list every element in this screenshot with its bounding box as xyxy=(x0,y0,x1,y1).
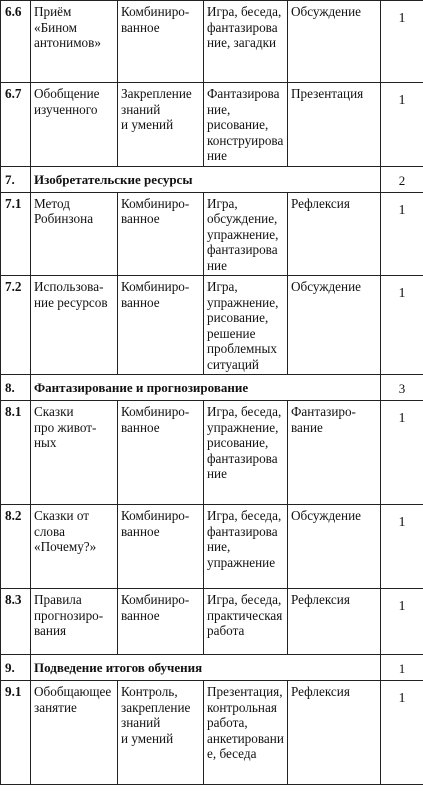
lesson-number-text: 6.6 xyxy=(5,4,22,19)
lesson-type-text: Контроль, закрепление знаний и умений xyxy=(121,684,191,746)
lesson-type xyxy=(118,589,204,655)
lesson-number xyxy=(1,589,31,655)
table-row xyxy=(1,192,423,276)
lesson-methods xyxy=(204,401,288,505)
lesson-topic-text: Использова- ние ресурсов xyxy=(34,279,108,310)
lesson-methods-text: Игра, беседа, фантазирование, загадки xyxy=(207,4,282,50)
table-row xyxy=(1,83,423,167)
lesson-hours xyxy=(381,1,423,83)
lesson-number xyxy=(1,83,31,167)
lesson-methods-text: Презентация, контрольная работа, анкетирование, беседа xyxy=(207,684,284,761)
section-row xyxy=(1,166,423,192)
table-row xyxy=(1,401,423,505)
section-title xyxy=(31,375,381,401)
lesson-form-text: Обсуждение xyxy=(291,508,361,523)
lesson-form xyxy=(288,192,381,276)
lesson-form xyxy=(288,276,381,375)
lesson-form-text: Фантазиро- вание xyxy=(291,404,356,435)
lesson-hours-text: 1 xyxy=(398,599,406,614)
lesson-type-text: Закрепление знаний и умений xyxy=(121,86,192,132)
lesson-topic-text: Сказки от слова «Почему?» xyxy=(34,508,97,554)
table-row xyxy=(1,681,423,785)
lesson-form xyxy=(288,83,381,167)
table-body xyxy=(1,1,423,785)
lesson-topic-text: Приём «Бином антонимов» xyxy=(34,4,101,50)
lesson-type-text: Комбиниро- ванное xyxy=(121,508,190,539)
lesson-hours-text: 1 xyxy=(398,411,406,426)
lesson-number-text: 8.2 xyxy=(5,508,22,523)
lesson-type xyxy=(118,276,204,375)
section-row xyxy=(1,375,423,401)
lesson-form-text: Обсуждение xyxy=(291,279,361,294)
lesson-hours-text: 1 xyxy=(398,202,406,218)
section-number-text: 9. xyxy=(5,660,15,675)
table-row xyxy=(1,276,423,375)
lesson-methods xyxy=(204,505,288,589)
section-number-text: 8. xyxy=(5,380,15,395)
section-hours-text: 1 xyxy=(398,661,406,676)
lesson-form xyxy=(288,1,381,83)
section-hours xyxy=(381,166,423,192)
section-number xyxy=(1,655,31,681)
lesson-number-text: 7.2 xyxy=(5,279,22,294)
lesson-type xyxy=(118,681,204,785)
lesson-methods-text: Игра, беседа, упражнение, рисование, фантазирование xyxy=(207,404,282,481)
lesson-topic xyxy=(31,83,118,167)
lesson-hours xyxy=(381,589,423,655)
lesson-topic-text: Обобщение изученного xyxy=(34,86,100,117)
lesson-topic-text: Метод Робинзона xyxy=(34,195,94,226)
section-title xyxy=(31,166,381,192)
lesson-methods xyxy=(204,681,288,785)
lesson-type xyxy=(118,1,204,83)
lesson-form-text: Рефлексия xyxy=(291,592,350,607)
lesson-form xyxy=(288,589,381,655)
lesson-number-text: 6.7 xyxy=(5,86,22,101)
lesson-hours xyxy=(381,192,423,276)
lesson-number-text: 8.3 xyxy=(5,592,22,607)
lesson-hours-text: 1 xyxy=(398,11,406,26)
lesson-methods xyxy=(204,1,288,83)
lesson-form xyxy=(288,505,381,589)
lesson-number xyxy=(1,192,31,276)
lesson-topic xyxy=(31,1,118,83)
lesson-type xyxy=(118,505,204,589)
lesson-type-text: Комбиниро- ванное xyxy=(121,592,190,623)
lesson-number xyxy=(1,681,31,785)
lesson-number xyxy=(1,401,31,505)
lesson-number-text: 9.1 xyxy=(5,684,22,699)
lesson-methods xyxy=(204,276,288,375)
lesson-topic-text: Правила прогнозиро- вания xyxy=(34,592,104,638)
lesson-type-text: Комбиниро- ванное xyxy=(121,404,190,435)
lesson-topic-text: Обобщающее занятие xyxy=(34,684,112,715)
lesson-topic xyxy=(31,276,118,375)
lesson-hours xyxy=(381,276,423,375)
lesson-type-text: Комбиниро- ванное xyxy=(121,279,190,310)
lesson-topic xyxy=(31,192,118,276)
lesson-number xyxy=(1,505,31,589)
lesson-topic xyxy=(31,505,118,589)
lesson-form-text: Рефлексия xyxy=(291,684,350,699)
lesson-methods-text: Игра, упражнение, рисование, решение проблемных ситуаций xyxy=(207,279,279,372)
lesson-hours-text: 1 xyxy=(398,286,406,301)
table-row xyxy=(1,589,423,655)
lesson-methods-text: Фантазирование, рисование, конструирование xyxy=(207,86,284,163)
lesson-type-text: Комбиниро- ванное xyxy=(121,195,190,226)
lesson-topic xyxy=(31,589,118,655)
section-number xyxy=(1,166,31,192)
section-number xyxy=(1,375,31,401)
lesson-hours xyxy=(381,401,423,505)
lesson-hours xyxy=(381,681,423,785)
section-title-text: Изобретательские ресурсы xyxy=(34,171,193,187)
lesson-type xyxy=(118,83,204,167)
lesson-form xyxy=(288,681,381,785)
lesson-type-text: Комбиниро- ванное xyxy=(121,4,190,35)
lesson-hours-text: 1 xyxy=(398,515,406,530)
table-row xyxy=(1,505,423,589)
lesson-form-text: Рефлексия xyxy=(291,195,350,211)
lesson-form-text: Обсуждение xyxy=(291,4,361,19)
lesson-hours-text: 1 xyxy=(398,691,406,706)
lesson-type xyxy=(118,192,204,276)
section-number-text: 7. xyxy=(5,171,15,187)
lesson-topic xyxy=(31,681,118,785)
section-title xyxy=(31,655,381,681)
lesson-number xyxy=(1,276,31,375)
section-hours xyxy=(381,375,423,401)
section-title-text: Подведение итогов обучения xyxy=(34,660,203,675)
lesson-topic-text: Сказки про живот- ных xyxy=(34,404,97,450)
lesson-methods xyxy=(204,192,288,276)
lesson-hours-text: 1 xyxy=(398,93,406,108)
lesson-type xyxy=(118,401,204,505)
lesson-methods-text: Игра, беседа, практическая работа xyxy=(207,592,283,638)
lesson-topic xyxy=(31,401,118,505)
lesson-methods-text: Игра, обсуждение, упражнение, фантазирование xyxy=(207,195,279,273)
lesson-hours xyxy=(381,83,423,167)
lesson-methods xyxy=(204,589,288,655)
section-title-text: Фантазирование и прогнозирование xyxy=(34,380,249,395)
lesson-hours xyxy=(381,505,423,589)
section-row xyxy=(1,655,423,681)
lesson-number-text: 8.1 xyxy=(5,404,22,419)
lesson-methods-text: Игра, беседа, фантазирование, упражнение xyxy=(207,508,282,570)
lesson-form-text: Презентация xyxy=(291,86,364,101)
lesson-number xyxy=(1,1,31,83)
section-hours-text: 2 xyxy=(398,172,406,188)
lesson-methods xyxy=(204,83,288,167)
table-row xyxy=(1,1,423,83)
lesson-number-text: 7.1 xyxy=(5,195,22,211)
section-hours xyxy=(381,655,423,681)
lesson-form xyxy=(288,401,381,505)
section-hours-text: 3 xyxy=(398,381,406,396)
